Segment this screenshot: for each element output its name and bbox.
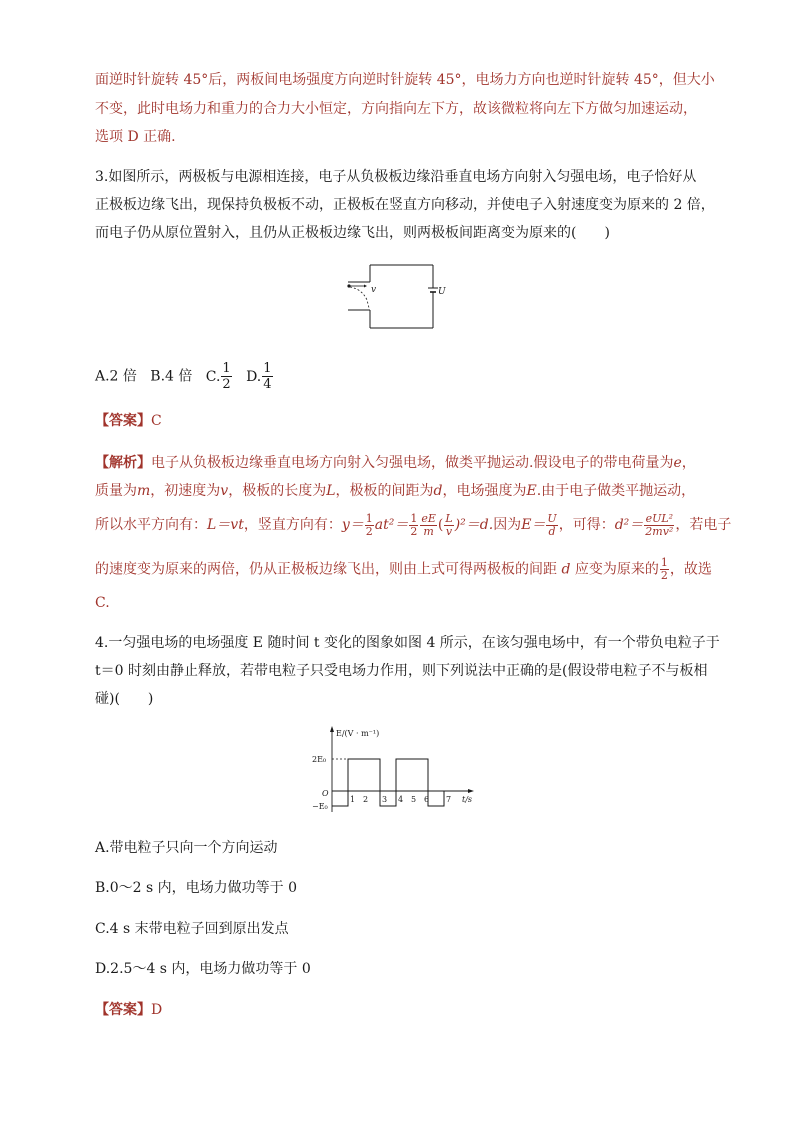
x-tick: 3 bbox=[382, 795, 388, 804]
q4-option-a: A.带电粒子只向一个方向运动 bbox=[95, 840, 278, 856]
q3-stem-line-2: 正极板边缘飞出，现保持负极板不动，正极板在竖直方向移动，并使电子入射速度变为原来的 2 倍， bbox=[95, 197, 715, 213]
explanation-line-2: 不变，此时电场力和重力的合力大小恒定，方向指向左下方，故该微粒将向左下方做匀加速运动， bbox=[95, 101, 697, 117]
q3-option-c: C. $\frac{1}{2}$ bbox=[205, 361, 231, 392]
x-axis-label: t/s bbox=[462, 795, 473, 804]
q4-stem-line-1: 4.一匀强电场的电场强度 E 随时间 t 变化的图象如图 4 所示，在该匀强电场中，有一个带负电粒子于 bbox=[95, 635, 720, 651]
q3-option-a: A.2 倍 bbox=[95, 368, 137, 385]
q3-stem-line-1: 3.如图所示，两极板与电源相连接，电子从负极板边缘沿垂直电场方向射入匀强电场，电子恰好从 bbox=[95, 169, 697, 185]
q3-stem-line-3: 而电子仍从原位置射入，且仍从正极板边缘飞出，则两极板间距离变为原来的( ) bbox=[95, 225, 610, 241]
analysis-tag: 【解析】 bbox=[95, 455, 151, 471]
x-tick: 4 bbox=[398, 795, 404, 804]
q3-analysis-line-4: 的速度变为原来的两倍，仍从正极板边缘飞出，则由上式可得两极板的间距 d 应变为原来的 $\frac{1}{2}$ ，故选 bbox=[95, 556, 712, 582]
answer-tag: 【答案】 bbox=[95, 1002, 151, 1018]
q3-analysis-line-1: 【解析】电子从负极板边缘垂直电场方向射入匀强电场，做类平抛运动.假设电子的带电荷量为e， bbox=[95, 455, 696, 471]
x-tick: 2 bbox=[363, 795, 369, 804]
x-tick: 5 bbox=[411, 795, 417, 804]
q3-option-d: D. $\frac{1}{4}$ bbox=[246, 361, 272, 392]
q4-option-b: B.0～2 s 内，电场力做功等于 0 bbox=[95, 880, 297, 896]
y-tick-2e0: 2E₀ bbox=[312, 755, 327, 764]
q3-analysis-line-3: 所以水平方向有：L＝vt，竖直方向有：y＝ $\frac{1}{2}$ at²＝ $\frac{1}{2}$ $\frac{eE}{m}$ ( $\frac{L}{v}$ )²＝d.因为E＝ $\frac{U}{d}$ ，可得：d²＝ $\frac{\text{eUL²}}{\text{2mv²}}$ ，若电子 bbox=[95, 511, 732, 538]
q3-analysis-line-2: 质量为m，初速度为v，极板的长度为L，极板的间距为d，电场强度为E.由于电子做类平抛运动， bbox=[95, 483, 696, 499]
origin-label: O bbox=[322, 789, 329, 798]
velocity-label: v bbox=[371, 285, 377, 295]
x-tick: 7 bbox=[446, 795, 452, 804]
q3-analysis-line-5: C. bbox=[95, 595, 110, 611]
y-tick-neg-e0: −E₀ bbox=[312, 802, 328, 811]
explanation-line-3: 选项 D 正确. bbox=[95, 129, 176, 145]
q4-field-graph bbox=[310, 722, 485, 822]
q4-stem-line-3: 碰)( ) bbox=[95, 691, 154, 707]
q3-answer: 【答案】C bbox=[95, 413, 162, 429]
electron-trajectory bbox=[350, 287, 369, 308]
q3-circuit-figure bbox=[340, 258, 450, 336]
explanation-line-1: 面逆时针旋转 45°后，两板间电场强度方向逆时针旋转 45°，电场力方向也逆时针旋转 45°，但大小 bbox=[95, 72, 715, 88]
q3-options bbox=[95, 361, 274, 392]
x-tick: 6 bbox=[424, 795, 430, 804]
q3-option-b: B.4 倍 bbox=[150, 368, 193, 385]
y-axis-label: E/(V · m⁻¹) bbox=[336, 729, 380, 738]
q4-answer: 【答案】D bbox=[95, 1002, 163, 1018]
q4-option-c: C.4 s 末带电粒子回到原出发点 bbox=[95, 921, 289, 937]
q4-stem-line-2: t＝0 时刻由静止释放，若带电粒子只受电场力作用，则下列说法中正确的是(假设带电粒子不与板相 bbox=[95, 663, 708, 679]
voltage-label: U bbox=[438, 287, 446, 297]
q4-option-d: D.2.5～4 s 内，电场力做功等于 0 bbox=[95, 961, 311, 977]
x-tick: 1 bbox=[350, 795, 356, 804]
answer-tag: 【答案】 bbox=[95, 413, 151, 429]
